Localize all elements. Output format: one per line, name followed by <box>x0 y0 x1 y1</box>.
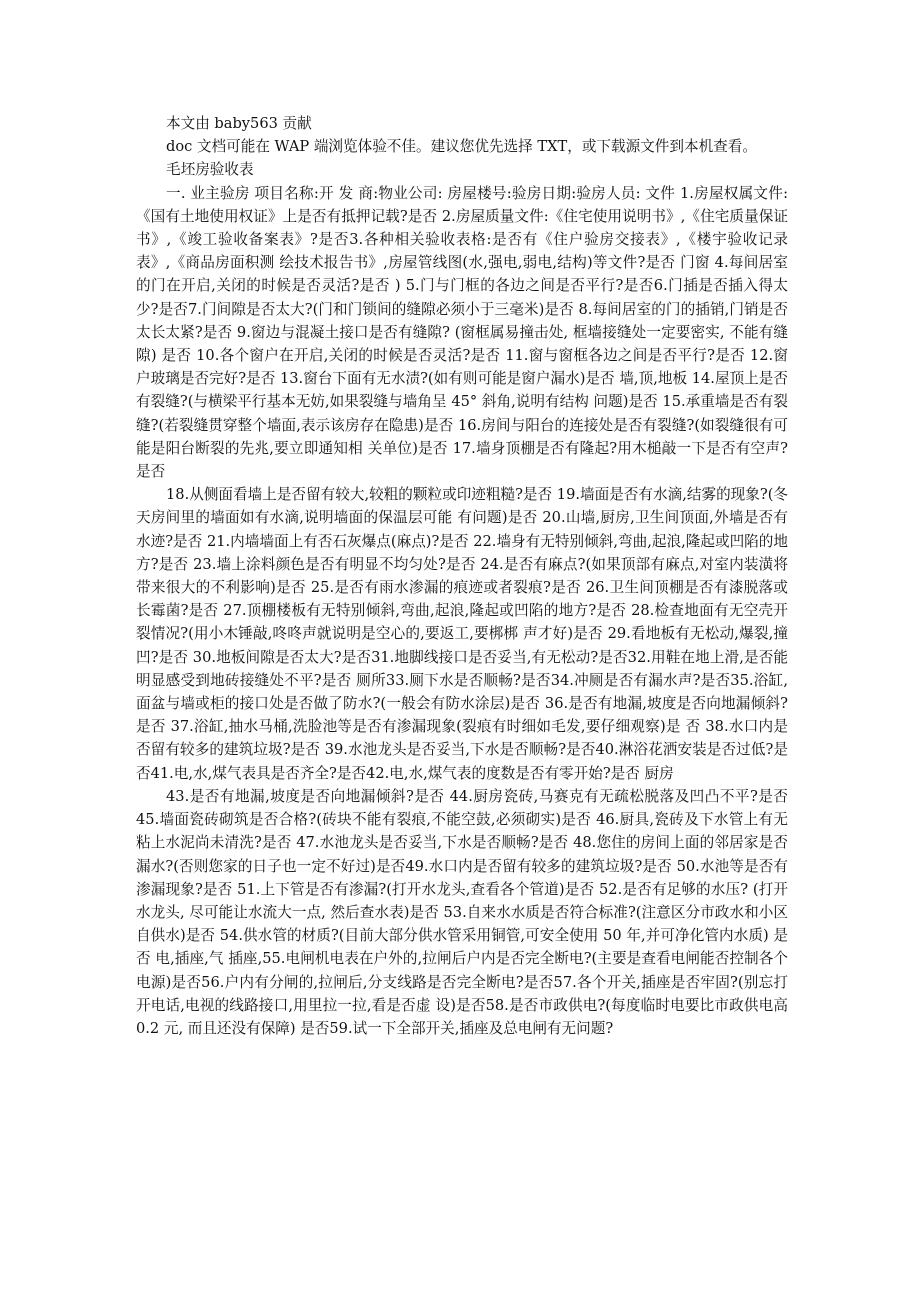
paragraph-1: 一. 业主验房 项目名称:开 发 商:物业公司: 房屋楼号:验房日期:验房人员: 文件 1.房屋权属文件:《国有土地使用权证》上是否有抵押记载?是否 2.房屋质量文件:《住宅使用说明书》,《住宅质量保证书》,《竣工验收备案表》?是否3.各种相关验收表格:是否有《住户验房交接表》,《楼宇验收记录表》,《商品房面积测 绘技术报告书》,房屋管线图(水,强电,弱电,结构)等文件?是否 门窗 4.每间居室的门在开启,关闭的时候是否灵活?是否 ) 5.门与门框的各边之间是否平行?是否6.门插是否插入得太少?是否7.门间隙是否太大?(门和门锁间的缝隙必须小于三毫米)是否 8.每间居室的门的插销,门销是否太长太紧?是否 9.窗边与混凝土接口是否有缝隙? (窗框属易撞击处, 框墙接缝处一定要密实, 不能有缝隙) 是否 10.各个窗户在开启,关闭的时候是否灵活?是否 11.窗与窗框各边之间是否平行?是否 12.窗户玻璃是否完好?是否 13.窗台下面有无水渍?(如有则可能是窗户漏水)是否 墙,顶,地板 14.屋顶上是否有裂缝?(与横梁平行基本无妨,如果裂缝与墙角呈 45° 斜角,说明有结构 问题)是否 15.承重墙是否有裂缝?(若裂缝贯穿整个墙面,表示该房存在隐患)是否 16.房间与阳台的连接处是否有裂缝?(如裂缝很有可能是阳台断裂的先兆,要立即通知相 关单位)是否 17.墙身顶棚是否有隆起?用木槌敲一下是否有空声?是否 <box>136 184 788 481</box>
paragraph-2: 18.从侧面看墙上是否留有较大,较粗的颗粒或印迹粗糙?是否 19.墙面是否有水滴,结雾的现象?(冬天房间里的墙面如有水滴,说明墙面的保温层可能 有问题)是否 20.山墙,厨房,卫生间顶面,外墙是否有水迹?是否 21.内墙墙面上有否石灰爆点(麻点)?是否 22.墙身有无特别倾斜,弯曲,起浪,隆起或凹陷的地方?是否 23.墙上涂料颜色是否有明显不均匀处?是否 24.是否有麻点?(如果顶部有麻点,对室内装潢将带来很大的不利影响)是否 25.是否有雨水渗漏的痕迹或者裂痕?是否 26.卫生间顶棚是否有漆脱落或长霉菌?是否 27.顶棚楼板有无特别倾斜,弯曲,起浪,隆起或凹陷的地方?是否 28.检查地面有无空壳开裂情况?(用小木锤敲,咚咚声就说明是空心的,要返工,要梆梆 声才好)是否 29.看地板有无松动,爆裂,撞凹?是否 30.地板间隙是否太大?是否31.地脚线接口是否妥当,有无松动?是否32.用鞋在地上滑,是否能明显感受到地砖接缝处不平?是否 厕所33.厕下水是否顺畅?是否34.冲厕是否有漏水声?是否35.浴缸,面盆与墙或柜的接口处是否做了防水?(一般会有防水涂层)是否 36.是否有地漏,坡度是否向地漏倾斜?是否 37.浴缸,抽水马桶,洗脸池等是否有渗漏现象(裂痕有时细如毛发,要仔细观察)是 否 38.水口内是否留有较多的建筑垃圾?是否 39.水池龙头是否妥当,下水是否顺畅?是否40.淋浴花洒安装是否过低?是否41.电,水,煤气表具是否齐全?是否42.电,水,煤气表的度数是否有零开始?是否 厨房 <box>136 486 788 782</box>
paragraph-3: 43.是否有地漏,坡度是否向地漏倾斜?是否 44.厨房瓷砖,马赛克有无疏松脱落及凹凸不平?是否 45.墙面瓷砖砌筑是否合格?(砖块不能有裂痕,不能空鼓,必须砌实)是否 46.厨具,瓷砖及下水管上有无粘上水泥尚未清洗?是否 47.水池龙头是否妥当,下水是否顺畅?是否 48.您住的房间上面的邻居家是否漏水?(否则您家的日子也一定不好过)是否49.水口内是否留有较多的建筑垃圾?是否 50.水池等是否有渗漏现象?是否 51.上下管是否有渗漏?(打开水龙头,查看各个管道)是否 52.是否有足够的水压? (打开水龙头, 尽可能让水流大一点, 然后查水表)是否 53.自来水水质是否符合标准?(注意区分市政水和小区自供水)是否 54.供水管的材质?(目前大部分供水管采用铜管,可安全使用 50 年,并可净化管内水质) 是否 电,插座,气 插座,55.电闸机电表在户外的,拉闸后户内是否完全断电?(主要是查看电闸能否控制各个电源)是否56.户内有分闸的,拉闸后,分支线路是否完全断电?是否57.各个开关,插座是否牢固?(别忘打开电话,电视的线路接口,用里拉一拉,看是否虚 设)是否58.是否市政供电?(每度临时电要比市政供电高 0.2 元, 而且还没有保障) 是否59.试一下全部开关,插座及总电闸有无问题? <box>136 787 788 1037</box>
document-title: 毛坯房验收表 <box>166 161 254 179</box>
notice-line: doc 文档可能在 WAP 端浏览体验不佳。建议您优先选择 TXT，或下载源文件到本机查看。 <box>166 138 757 156</box>
contributor-line: 本文由 baby563 贡献 <box>166 115 312 132</box>
document-body <box>136 112 788 1040</box>
